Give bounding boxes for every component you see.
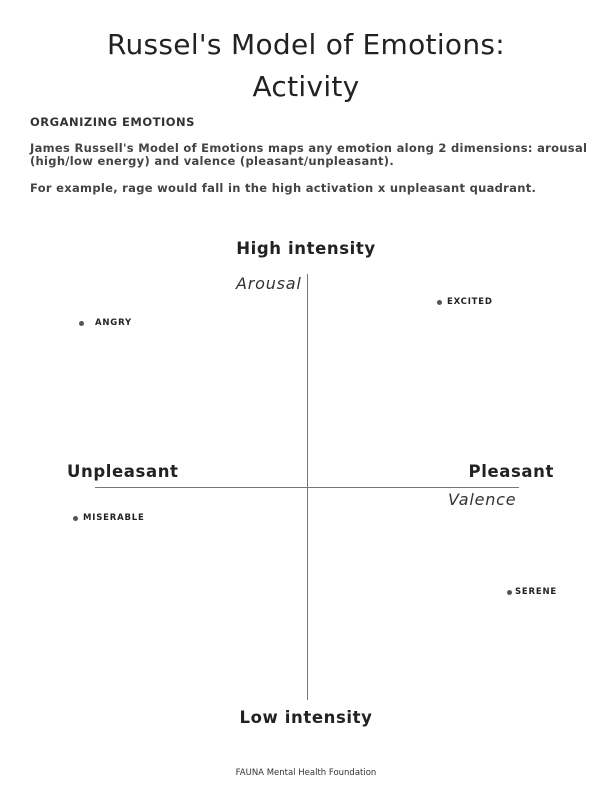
emotion-label: ANGRY	[95, 318, 132, 328]
footer-credit: FAUNA Mental Health Foundation	[235, 768, 377, 778]
arousal-axis-label: Arousal	[236, 274, 302, 293]
bullet-dot-icon	[437, 300, 442, 305]
low-intensity-label: Low intensity	[239, 708, 373, 727]
page-title-line-2: Activity	[252, 70, 360, 103]
example-paragraph: For example, rage would fall in the high activation x unpleasant quadrant.	[30, 181, 537, 195]
high-intensity-label: High intensity	[236, 239, 376, 258]
emotion-label: MISERABLE	[83, 513, 145, 523]
emotion-miserable	[73, 513, 145, 523]
pleasant-label: Pleasant	[468, 462, 554, 481]
emotion-label: EXCITED	[447, 297, 493, 307]
emotion-excited	[437, 297, 493, 307]
bullet-dot-icon	[507, 590, 512, 595]
emotion-angry	[79, 318, 132, 328]
bullet-dot-icon	[79, 321, 84, 326]
horizontal-axis-line	[95, 487, 519, 488]
intro-paragraph: James Russell's Model of Emotions maps any emotion along 2 dimensions: arousal (high/low energy) and valence (pleasant/unpleasant).	[30, 141, 588, 168]
unpleasant-label: Unpleasant	[67, 462, 179, 481]
page-title-line-1: Russel's Model of Emotions:	[106, 28, 506, 61]
emotion-serene	[507, 587, 557, 597]
section-heading: ORGANIZING EMOTIONS	[30, 115, 195, 129]
bullet-dot-icon	[73, 516, 78, 521]
emotion-label: SERENE	[515, 587, 557, 597]
valence-axis-label: Valence	[448, 490, 517, 509]
